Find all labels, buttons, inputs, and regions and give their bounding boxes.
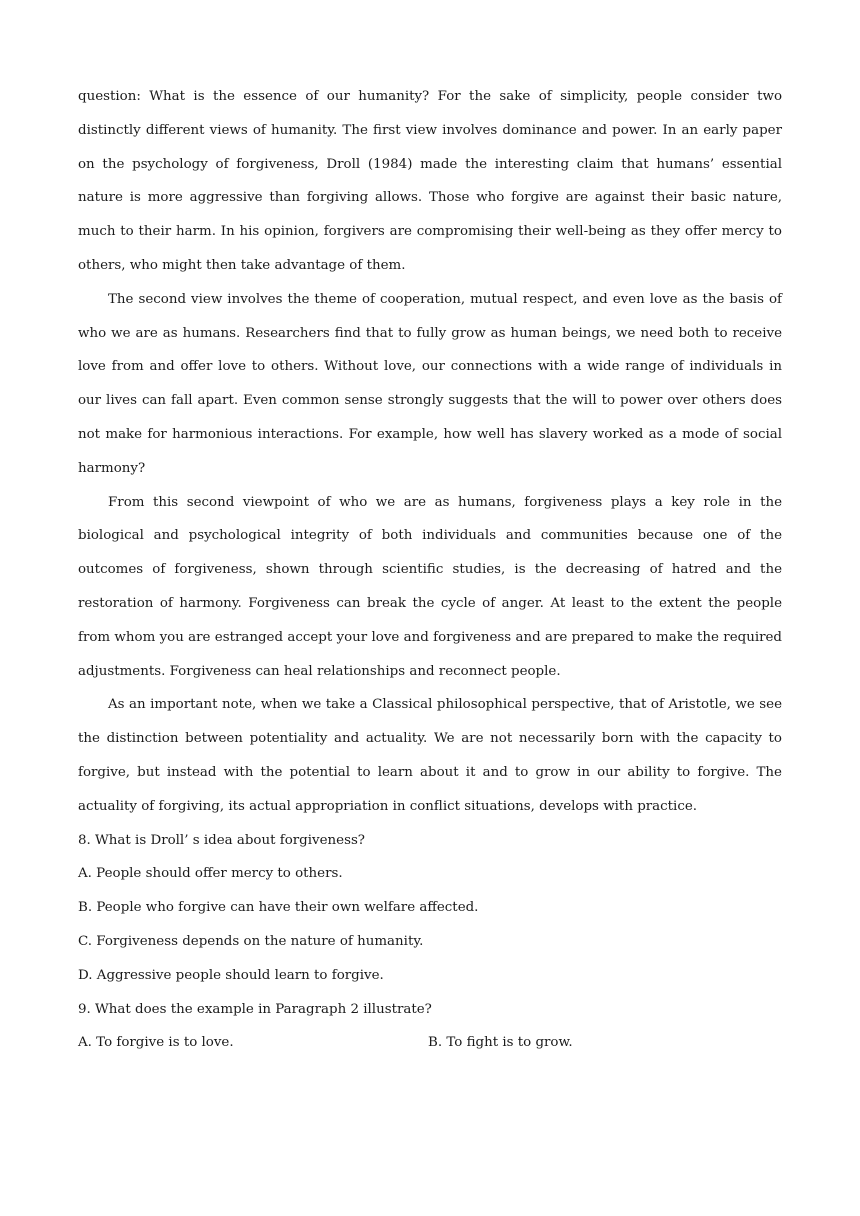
question-8-option-b: B. People who forgive can have their own welfare affected. [78, 900, 479, 916]
question-9-options-row [78, 1026, 782, 1060]
passage-paragraph-4: As an important note, when we take a Classical philosophical perspective, that of Aristotle, we see the distinction between potentiality and actuality. We are not necessarily born with the capacity to forgive, but instead with the potential to learn about it and to grow in our ability to forgive. The actuality of forgiving, its actual appropriation in conflict situations, develops with practice. [78, 697, 782, 814]
passage-paragraph-2: The second view involves the theme of cooperation, mutual respect, and even love as the basis of who we are as humans. Researchers find that to fully grow as human beings, we need both to receive love from and offer love to others. Without love, our connections with a wide range of individuals in our lives can fall apart. Even common sense strongly suggests that the will to power over others does not make for harmonious interactions. For example, how well has slavery worked as a mode of social harmony? [78, 291, 782, 476]
passage-paragraph-3: From this second viewpoint of who we are as humans, forgiveness plays a key role in the biological and psychological integrity of both individuals and communities because one of the outcomes of forgiveness, shown through scientific studies, is the decreasing of hatred and the restoration of harmony. Forgiveness can break the cycle of anger. At least to the extent the people from whom you are estranged accept your love and forgiveness and are prepared to make the required adjustments. Forgiveness can heal relationships and reconnect people. [78, 494, 782, 679]
question-8-option-d: D. Aggressive people should learn to forgive. [78, 967, 384, 983]
question-8-option-c: C. Forgiveness depends on the nature of humanity. [78, 933, 424, 949]
question-9-stem: 9. What does the example in Paragraph 2 illustrate? [78, 1001, 432, 1017]
question-9-option-a: A. To forgive is to love. [78, 1035, 234, 1051]
document-page [78, 80, 782, 1060]
question-9-option-b: B. To fight is to grow. [428, 1035, 573, 1051]
question-8-stem: 8. What is Droll’ s idea about forgiveness? [78, 832, 365, 848]
question-8-option-a: A. People should offer mercy to others. [78, 866, 343, 882]
passage-paragraph-1: question: What is the essence of our humanity? For the sake of simplicity, people consider two distinctly different views of humanity. The first view involves dominance and power. In an early paper on the psychology of forgiveness, Droll (1984) made the interesting claim that humans’ essential nature is more aggressive than forgiving allows. Those who forgive are against their basic nature, much to their harm. In his opinion, forgivers are compromising their well-being as they offer mercy to others, who might then take advantage of them. [78, 89, 782, 273]
